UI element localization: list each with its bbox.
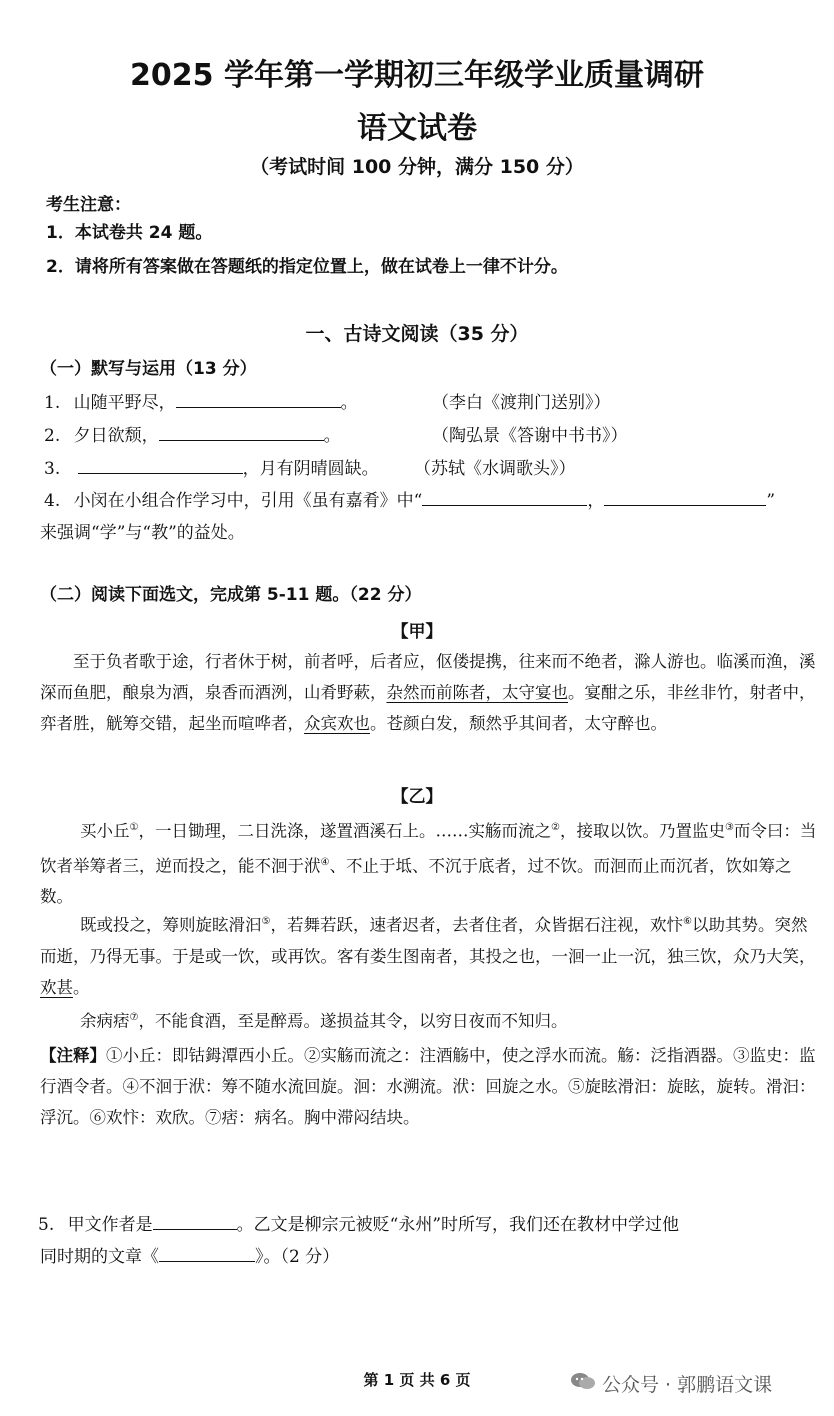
question-4-line2: 来强调“学”与“教”的益处。 (40, 523, 245, 543)
footnote-marker: ④ (320, 856, 330, 868)
question-4-text: 小闵在小组合作学习中，引用《虽有嘉肴》中“ (73, 491, 423, 511)
question-4-number: 4. (44, 491, 61, 511)
question-3 (44, 454, 379, 479)
passage-jia-text (40, 646, 820, 739)
passage-jia-part2: 。宴酣之乐，非丝非竹，射者中，弈者胜，觥筹交错，起坐而喧哗者， (40, 683, 816, 733)
question-5-number: 5. (38, 1215, 55, 1235)
footnote-marker: ③ (724, 822, 734, 833)
passage-yi-para-3 (40, 1002, 820, 1037)
question-4 (44, 486, 775, 511)
answer-blank-4a[interactable] (422, 487, 587, 506)
question-2-number: 2. (44, 426, 61, 446)
question-3-text: ，月有阴晴圆缺。 (242, 459, 379, 479)
answer-blank-2[interactable] (159, 422, 324, 441)
answer-blank-1[interactable] (176, 389, 341, 408)
passage-yi-underlined: 欢甚 (40, 977, 73, 997)
passage-yi-para-1 (40, 812, 820, 912)
part-1-title: （一）默写与运用（13 分） (40, 359, 257, 379)
exam-subject-title: 语文试卷 (357, 111, 477, 146)
passage-yi-text: ，接取以饮。乃置监史 (559, 821, 725, 841)
passage-yi-text: ，若舞若跃，速者迟者，去者住者，众皆据石注视，欢忭 (270, 915, 683, 935)
footnote-marker: ② (550, 822, 560, 833)
section-1-title: 一、古诗文阅读（35 分） (305, 323, 529, 345)
passage-yi-text: 既或投之，筹则旋眩滑汩 (80, 915, 262, 935)
watermark: 公众号 · 郭鹏语文课 (602, 1374, 773, 1396)
footnote-marker: ⑥ (682, 916, 692, 927)
answer-blank-4b[interactable] (604, 487, 766, 506)
question-1-end: 。 (340, 393, 358, 413)
passage-jia-part3: 。苍颜白发，颓然乎其间者，太守醉也。 (370, 714, 667, 733)
answer-blank-3[interactable] (78, 455, 243, 474)
question-2 (44, 421, 341, 446)
passage-jia-underlined-1: 杂然而前陈者，太守宴也 (386, 683, 568, 702)
question-4-quote-end: ” (766, 491, 776, 511)
notice-item-1: 1．本试卷共 24 题。 (46, 223, 213, 243)
passage-yi-para-2 (40, 906, 820, 1003)
wechat-icon (570, 1372, 596, 1390)
footnote-marker: ⑦ (129, 1012, 139, 1023)
passage-yi-text: 。 (73, 977, 90, 997)
passage-yi-text: 买小丘 (80, 821, 130, 841)
page-number: 第 1 页 共 6 页 (363, 1371, 471, 1389)
passage-yi-text: ，不能食酒，至是醉焉。遂损益其令，以穷日夜而不知归。 (138, 1011, 568, 1031)
question-1-text: 山随平野尽， (73, 393, 176, 413)
question-2-end: 。 (323, 426, 341, 446)
question-3-source: （苏轼《水调歌头》） (414, 459, 576, 479)
question-5-text: 。乙文是柳宗元被贬“永州”时所写，我们还在教材中学过他 (236, 1215, 680, 1235)
question-5 (38, 1210, 679, 1235)
footnote-marker: ① (129, 822, 139, 833)
passage-yi-text: 而令曰：当饮者举筹者三，逆而投之，能不洄于洑 (40, 821, 817, 875)
exam-time-info: （考试时间 100 分钟，满分 150 分） (250, 156, 584, 178)
question-1-number: 1. (44, 393, 61, 413)
question-5-text: 同时期的文章《 (40, 1247, 159, 1267)
passage-yi-label: 【乙】 (391, 787, 443, 807)
question-5-line2 (40, 1242, 339, 1267)
question-4-comma: ， (587, 491, 605, 511)
passage-yi-text: 余病痞 (80, 1011, 130, 1031)
passage-yi-text: 、不止于坻、不沉于底者，过不饮。而洄而止而沉者，饮如筹之数。 (40, 856, 792, 906)
notes-label: 【注释】 (40, 1046, 106, 1065)
passage-jia-underlined-2: 众宾欢也 (304, 714, 370, 733)
passage-yi-text: ，一日锄理，二日洗涤，遂置酒溪石上。……实觞而流之 (138, 821, 551, 841)
notice-item-2: 2．请将所有答案做在答题纸的指定位置上，做在试卷上一律不计分。 (46, 257, 568, 277)
question-1-source: （李白《渡荆门送别》） (432, 393, 611, 413)
question-5-text: 》。（2 分） (255, 1247, 340, 1267)
passage-jia-part1: 至于负者歌于途，行者休于树，前者呼，后者应，伛偻提携，往来而不绝者，滁人游也。临溪而渔，溪深而鱼肥，酿泉为酒，泉香而酒洌，山肴野蔌， (40, 652, 816, 702)
passage-yi-text: 以助其势。突然而逝，乃得无事。于是或一饮，或再饮。客有娄生图南者，其投之也，一洄一止一沉，独三饮，众乃大笑， (40, 915, 816, 966)
passage-jia-label: 【甲】 (391, 622, 443, 642)
notes-text: ①小丘：即钴鉧潭西小丘。②实觞而流之：注酒觞中，使之浮水而流。觞：泛指酒器。③监史：监行酒令者。④不洄于洑：筹不随水流回旋。洄：水溯流。洑：回旋之水。⑤旋眩滑汩：旋眩，旋转。滑汩：浮沉。⑥欢忭：欢欣。⑦痞：病名。胸中滞闷结块。 (40, 1046, 816, 1127)
passage-yi-notes (40, 1040, 820, 1133)
exam-title: 2025 学年第一学期初三年级学业质量调研 (130, 58, 704, 93)
notice-label: 考生注意： (46, 195, 131, 215)
footnote-marker: ⑤ (261, 916, 271, 927)
question-5-text: 甲文作者是 (67, 1215, 153, 1235)
answer-blank-5a[interactable] (153, 1211, 237, 1230)
question-3-number: 3. (44, 459, 61, 479)
question-1 (44, 388, 358, 413)
part-2-title: （二）阅读下面选文，完成第 5-11 题。（22 分） (40, 585, 422, 605)
answer-blank-5b[interactable] (159, 1243, 255, 1262)
question-2-source: （陶弘景《答谢中书书》） (432, 426, 628, 446)
question-2-text: 夕日欲颓， (73, 426, 159, 446)
